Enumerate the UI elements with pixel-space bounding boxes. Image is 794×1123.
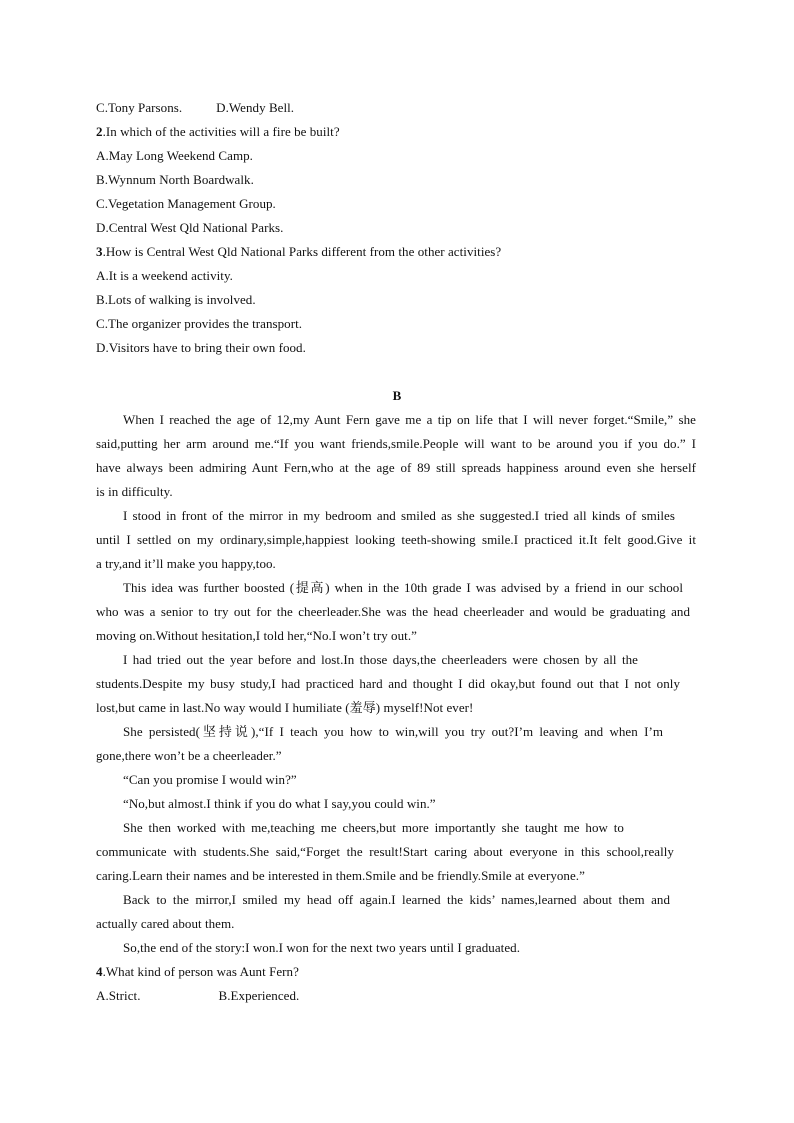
passage-line: When I reached the age of 12,my Aunt Fern gave me a tip on life that I will never forget.“Smile,” she [123, 412, 696, 427]
q3-number: 3 [96, 244, 103, 259]
q3-option-a: A.It is a weekend activity. [96, 268, 233, 283]
q2-stem [96, 120, 696, 144]
passage-line: “No,but almost.I think if you do what I say,you could win.” [123, 796, 436, 811]
q4-option-a: A.Strict. [96, 988, 141, 1003]
passage-line: I stood in front of the mirror in my bedroom and smiled as she suggested.I tried all kinds of smiles [123, 508, 675, 523]
q3-stem [96, 240, 696, 264]
q4-options-ab [96, 984, 696, 1008]
passage-line: So,the end of the story:I won.I won for the next two years until I graduated. [123, 940, 521, 955]
q2-number: 2 [96, 124, 103, 139]
passage-line: who was a senior to try out for the cheerleader.She was the head cheerleader and would be graduating and [96, 604, 690, 619]
passage-line: moving on.Without hesitation,I told her,“No.I won’t try out.” [96, 628, 417, 643]
passage-line: gone,there won’t be a cheerleader.” [96, 748, 282, 763]
passage-line: lost,but came in last.No way would I humiliate (羞辱) myself!Not ever! [96, 700, 474, 715]
q1-option-c: C.Tony Parsons. [96, 100, 183, 115]
passage-line: a try,and it’ll make you happy,too. [96, 556, 276, 571]
passage-line: actually cared about them. [96, 916, 235, 931]
q3-option-c: C.The organizer provides the transport. [96, 316, 303, 331]
q4-option-b: B.Experienced. [218, 988, 300, 1003]
q2-option-b: B.Wynnum North Boardwalk. [96, 172, 254, 187]
passage-line: until I settled on my ordinary,simple,happiest looking teeth-showing smile.I practiced it.It felt good.Give it [96, 532, 696, 547]
passage-line: This idea was further boosted (提高) when in the 10th grade I was advised by a friend in our school [123, 580, 683, 595]
passage-line: said,putting her arm around me.“If you want friends,smile.People will want to be around you if you do.” I [96, 436, 696, 451]
passage-line: caring.Learn their names and be interested in them.Smile and be friendly.Smile at everyone.” [96, 868, 585, 883]
q4-number: 4 [96, 964, 103, 979]
passage-line: She then worked with me,teaching me cheers,but more importantly she taught me how to [123, 820, 624, 835]
q3-option-b: B.Lots of walking is involved. [96, 292, 256, 307]
passage-line: Back to the mirror,I smiled my head off again.I learned the kids’ names,learned about them and [123, 892, 670, 907]
passage-line: students.Despite my busy study,I had practiced hard and thought I did okay,but found out that I not only [96, 676, 680, 691]
q4-stem [96, 960, 696, 984]
q2-option-d: D.Central West Qld National Parks. [96, 220, 284, 235]
passage-line: have always been admiring Aunt Fern,who at the age of 89 still spreads happiness around even she herself [96, 460, 696, 475]
q1-option-d: D.Wendy Bell. [216, 100, 295, 115]
passage-line: I had tried out the year before and lost.In those days,the cheerleaders were chosen by all the [123, 652, 638, 667]
q4-text: .What kind of person was Aunt Fern? [102, 964, 299, 979]
q2-text: .In which of the activities will a fire be built? [102, 124, 340, 139]
q2-option-c: C.Vegetation Management Group. [96, 196, 276, 211]
passage-line: “Can you promise I would win?” [123, 772, 297, 787]
passage-line: She persisted(坚持说),“If I teach you how to win,will you try out?I’m leaving and when I’m [123, 724, 663, 739]
section-b-heading: B [392, 388, 402, 403]
passage-line: communicate with students.She said,“Forget the result!Start caring about everyone in this school,really [96, 844, 674, 859]
q1-options-cd [96, 96, 696, 120]
q3-option-d: D.Visitors have to bring their own food. [96, 340, 306, 355]
q2-option-a: A.May Long Weekend Camp. [96, 148, 253, 163]
passage-line: is in difficulty. [96, 484, 173, 499]
q3-text: .How is Central West Qld National Parks different from the other activities? [102, 244, 502, 259]
